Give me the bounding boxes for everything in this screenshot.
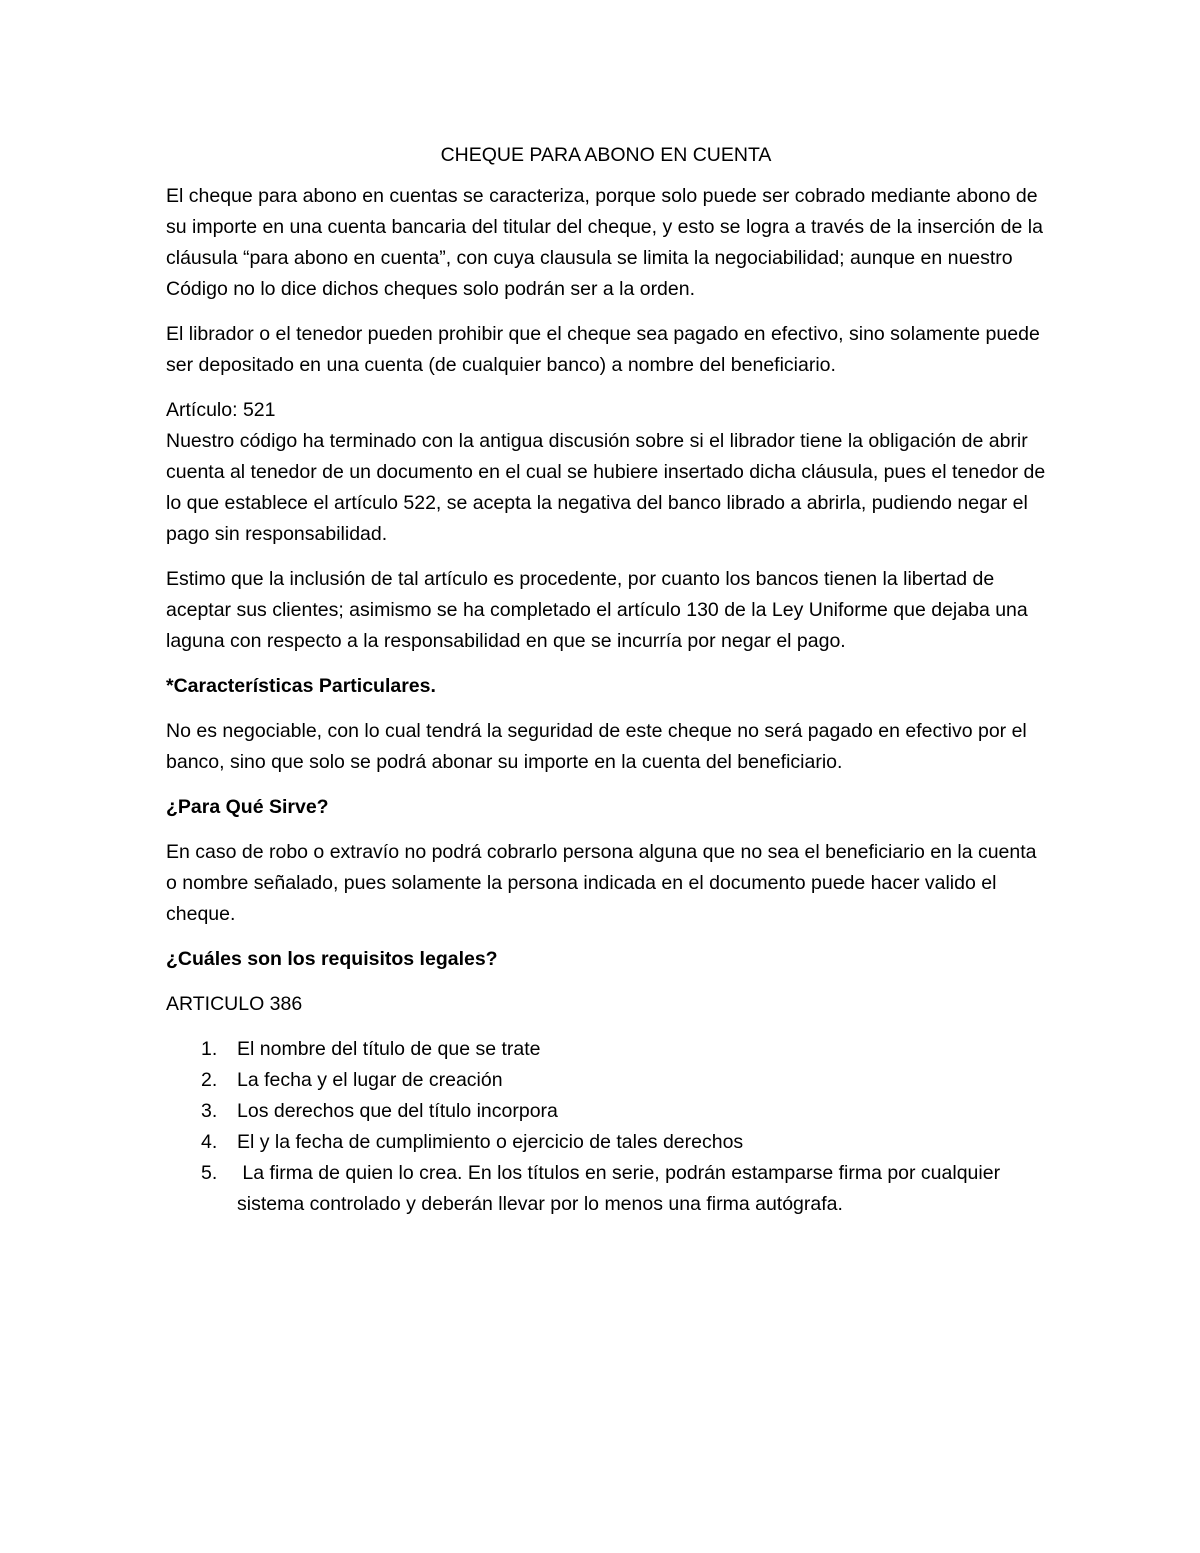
document-page — [166, 140, 1046, 1220]
document-title: CHEQUE PARA ABONO EN CUENTA — [440, 144, 772, 166]
list-item-number: 5. — [201, 1162, 218, 1184]
list-item-text: El y la fecha de cumplimiento o ejercicio de tales derechos — [237, 1131, 744, 1153]
paragraph-estimo: Estimo que la inclusión de tal artículo es procedente, por cuanto los bancos tienen la libertad de aceptar sus clientes; asimismo se ha completado el artículo 130 de la Ley Uniforme que dejaba una laguna con respecto a la responsabilidad en que se incurría por negar el pago. — [166, 568, 1028, 652]
list-item-text: La firma de quien lo crea. En los títulos en serie, podrán estamparse firma por cualquier sistema controlado y deberán llevar por lo menos una firma autógrafa. — [237, 1162, 1006, 1215]
article-521-block — [166, 395, 1046, 550]
list-item-number: 3. — [201, 1100, 218, 1122]
paragraph-codigo: Nuestro código ha terminado con la antigua discusión sobre si el librador tiene la obligación de abrir cuenta al tenedor de un documento en el cual se hubiere insertado dicha cláusula, pues el tenedor de lo que establece el artículo 522, se acepta la negativa del banco librado a abrirla, pudiendo negar el pago sin responsabilidad. — [166, 430, 1046, 545]
heading-para-que-sirve: ¿Para Qué Sirve? — [166, 796, 329, 818]
list-item-text: Los derechos que del título incorpora — [237, 1100, 558, 1122]
paragraph-librador: El librador o el tenedor pueden prohibir que el cheque sea pagado en efectivo, sino solamente puede ser depositado en una cuenta (de cualquier banco) a nombre del beneficiario. — [166, 323, 1040, 376]
list-item — [166, 1065, 1046, 1096]
paragraph-intro: El cheque para abono en cuentas se caracteriza, porque solo puede ser cobrado mediante abono de su importe en una cuenta bancaria del titular del cheque, y esto se logra a través de la inserción de la cláusula “para abono en cuenta”, con cuya clausula se limita la negociabilidad; aunque en nuestro Código no lo dice dichos cheques solo podrán ser a la orden. — [166, 185, 1043, 300]
list-item-text: El nombre del título de que se trate — [237, 1038, 541, 1060]
list-item — [166, 1034, 1046, 1065]
list-item-number: 4. — [201, 1131, 218, 1153]
heading-requisitos: ¿Cuáles son los requisitos legales? — [166, 948, 498, 970]
list-item-number: 2. — [201, 1069, 218, 1091]
paragraph-no-negociable: No es negociable, con lo cual tendrá la seguridad de este cheque no será pagado en efectivo por el banco, sino que solo se podrá abonar su importe en la cuenta del beneficiario. — [166, 720, 1027, 773]
heading-caracteristicas: *Características Particulares. — [166, 675, 436, 697]
list-item — [166, 1158, 1046, 1220]
article-521-label: Artículo: 521 — [166, 399, 276, 421]
list-item — [166, 1127, 1046, 1158]
list-item — [166, 1096, 1046, 1127]
list-item-text: La fecha y el lugar de creación — [237, 1069, 503, 1091]
requisitos-list — [166, 1034, 1046, 1220]
paragraph-robo: En caso de robo o extravío no podrá cobrarlo persona alguna que no sea el beneficiario en la cuenta o nombre señalado, pues solamente la persona indicada en el documento puede hacer valido el cheque. — [166, 841, 1037, 925]
article-386-label: ARTICULO 386 — [166, 993, 303, 1015]
list-item-number: 1. — [201, 1038, 218, 1060]
